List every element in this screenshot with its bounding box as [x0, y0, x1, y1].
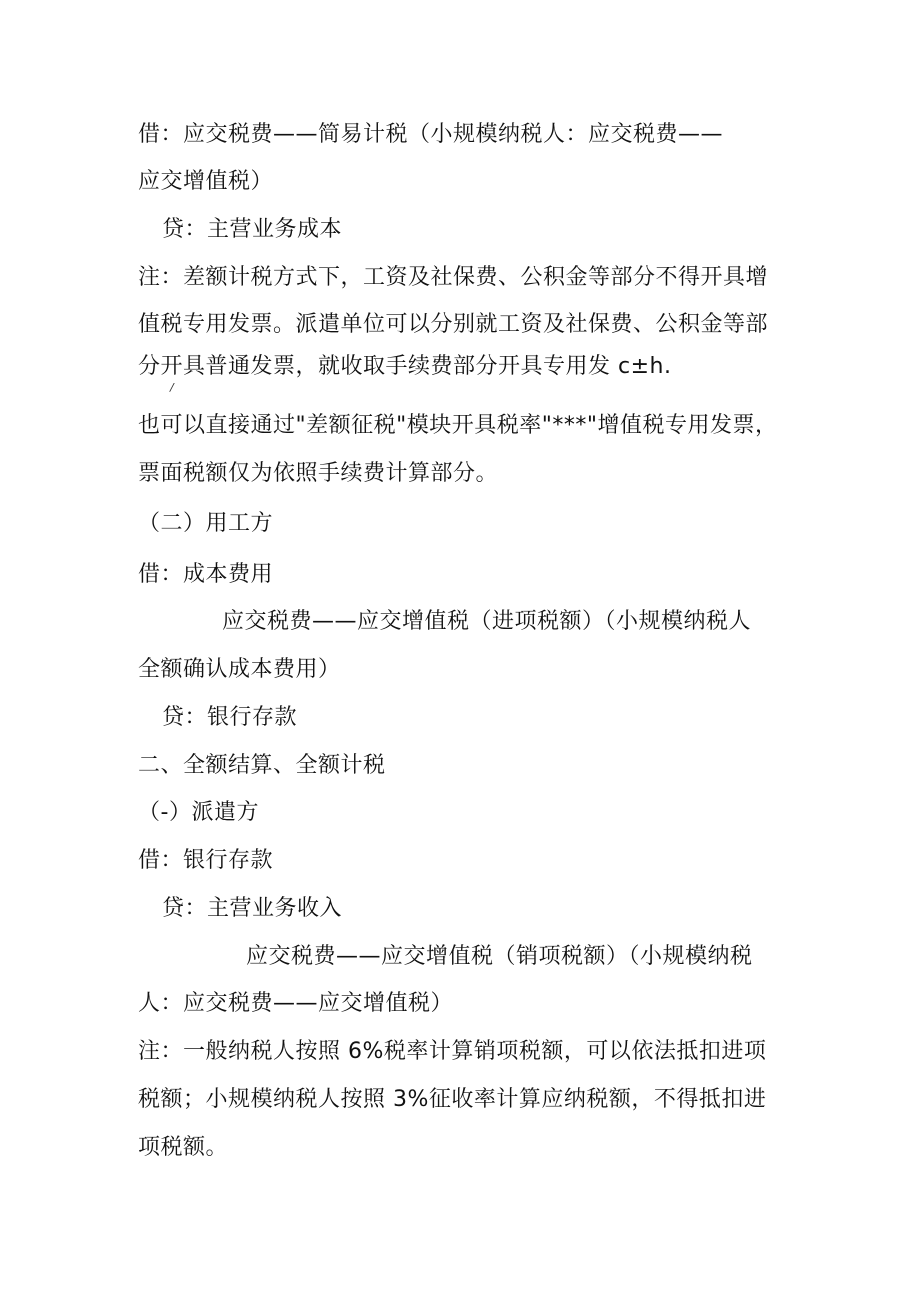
note-differential-tax-cont1: 值税专用发票。派遣单位可以分别就工资及社保费、公积金等部	[138, 312, 769, 337]
entry-debit-simple-tax: 借：应交税费——简易计税（小规模纳税人：应交税费——	[138, 122, 724, 147]
stray-mark: /	[170, 381, 174, 394]
note-rates-cont2: 项税额。	[138, 1135, 229, 1160]
note-direct-module-cont: 票面税额仅为依照手续费计算部分。	[138, 461, 499, 486]
entry-debit-simple-tax-cont: 应交增值税）	[138, 169, 274, 194]
entry-credit-bank-deposit: 贷：银行存款	[162, 705, 298, 730]
note-differential-tax-cont2: 分开具普通发票，就收取手续费部分开具专用发 c±h.	[138, 354, 672, 379]
note-differential-tax: 注：差额计税方式下，工资及社保费、公积金等部分不得开具增	[138, 265, 769, 290]
note-rates: 注：一般纳税人按照 6%税率计算销项税额，可以依法抵扣进项	[138, 1039, 767, 1064]
entry-output-vat: 应交税费——应交增值税（销项税额）（小规模纳税	[246, 944, 753, 969]
entry-output-vat-cont: 人：应交税费——应交增值税）	[138, 991, 454, 1016]
entry-credit-main-revenue: 贷：主营业务收入	[162, 896, 343, 921]
entry-input-vat: 应交税费——应交增值税（进项税额）（小规模纳税人	[222, 609, 752, 634]
note-rates-cont1: 税额；小规模纳税人按照 3%征收率计算应纳税额，不得抵扣进	[138, 1087, 767, 1112]
heading-full-settlement: 二、全额结算、全额计税	[138, 753, 386, 778]
section-dispatcher: （-）派遣方	[138, 800, 259, 825]
section-employer: （二）用工方	[138, 511, 274, 536]
entry-debit-cost: 借：成本费用	[138, 562, 274, 587]
entry-debit-bank-deposit: 借：银行存款	[138, 848, 274, 873]
entry-input-vat-cont: 全额确认成本费用）	[138, 657, 341, 682]
entry-credit-main-cost: 贷：主营业务成本	[162, 217, 343, 242]
note-direct-module: 也可以直接通过"差额征税"模块开具税率"***"增值税专用发票，	[138, 413, 778, 438]
